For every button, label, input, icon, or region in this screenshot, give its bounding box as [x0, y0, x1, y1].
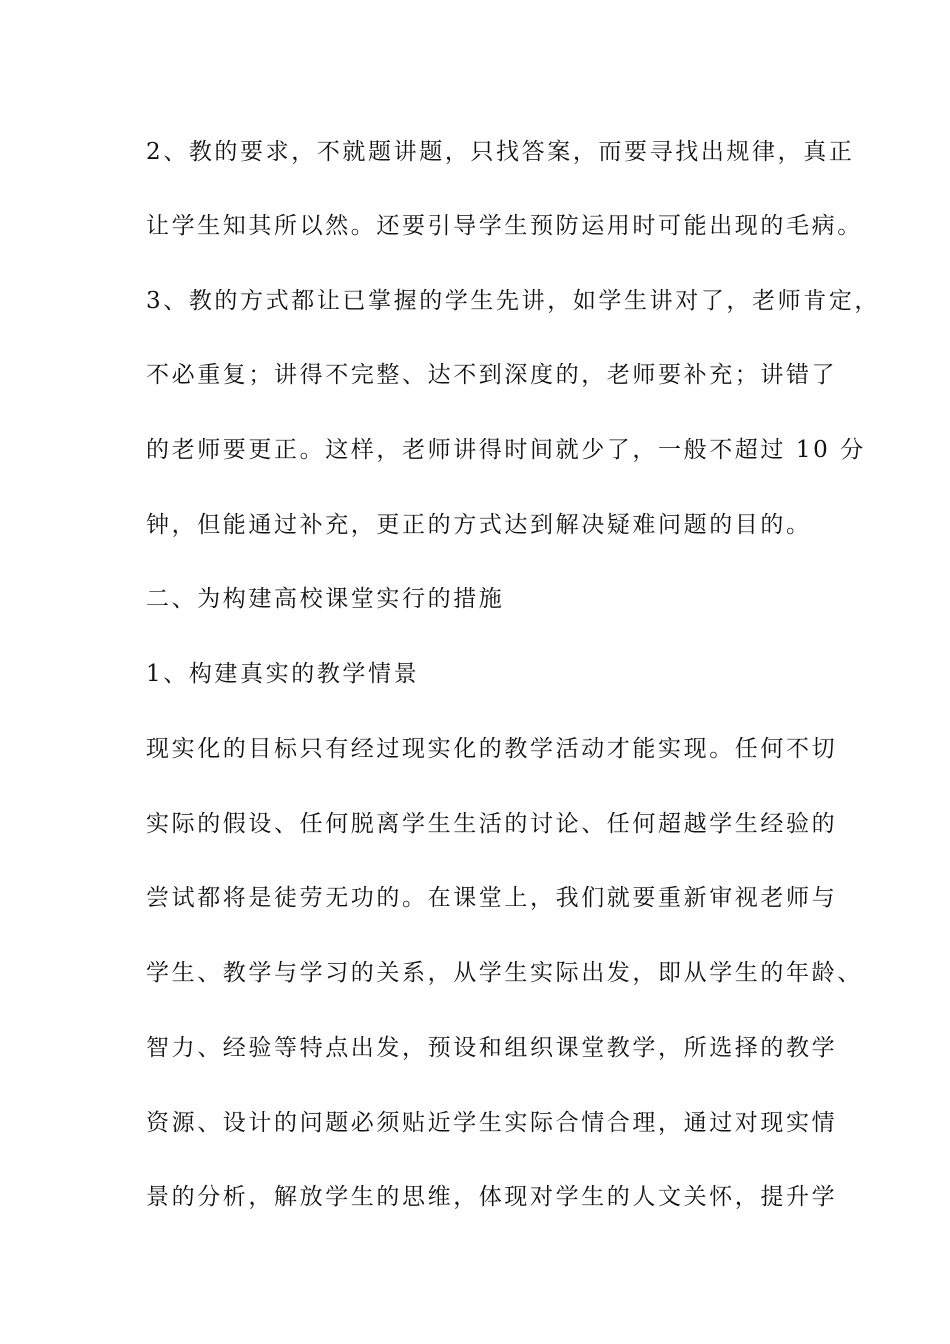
paragraph-line: 景的分析，解放学生的思维，体现对学生的人文关怀，提升学	[146, 1184, 838, 1210]
section-heading: 二、为构建高校课堂实行的措施	[146, 586, 505, 612]
paragraph-line: 钟，但能通过补充，更正的方式达到解决疑难问题的目的。	[146, 512, 812, 538]
paragraph-line: 学生、教学与学习的关系，从学生实际出发，即从学生的年龄、	[146, 960, 863, 986]
paragraph-line: 现实化的目标只有经过现实化的教学活动才能实现。任何不切	[146, 736, 838, 762]
paragraph-line: 资源、设计的问题必须贴近学生实际合情合理，通过对现实情	[146, 1110, 838, 1136]
paragraph-line: 智力、经验等特点出发，预设和组织课堂教学，所选择的教学	[146, 1035, 838, 1061]
subsection-heading: 1、构建真实的教学情景	[146, 661, 420, 687]
paragraph-line: 3、教的方式都让已掌握的学生先讲，如学生讲对了，老师肯定，	[146, 288, 881, 314]
paragraph-line: 2、教的要求，不就题讲题，只找答案，而要寻找出规律，真正	[146, 139, 855, 165]
paragraph-line: 实际的假设、任何脱离学生生活的讨论、任何超越学生经验的	[146, 811, 838, 837]
paragraph-line: 让学生知其所以然。还要引导学生预防运用时可能出现的毛病。	[146, 213, 863, 239]
paragraph-line: 尝试都将是徒劳无功的。在课堂上，我们就要重新审视老师与	[146, 885, 838, 911]
paragraph-line: 的老师要更正。这样，老师讲得时间就少了，一般不超过 10 分	[146, 437, 866, 463]
paragraph-line: 不必重复；讲得不完整、达不到深度的，老师要补充；讲错了	[146, 362, 838, 388]
